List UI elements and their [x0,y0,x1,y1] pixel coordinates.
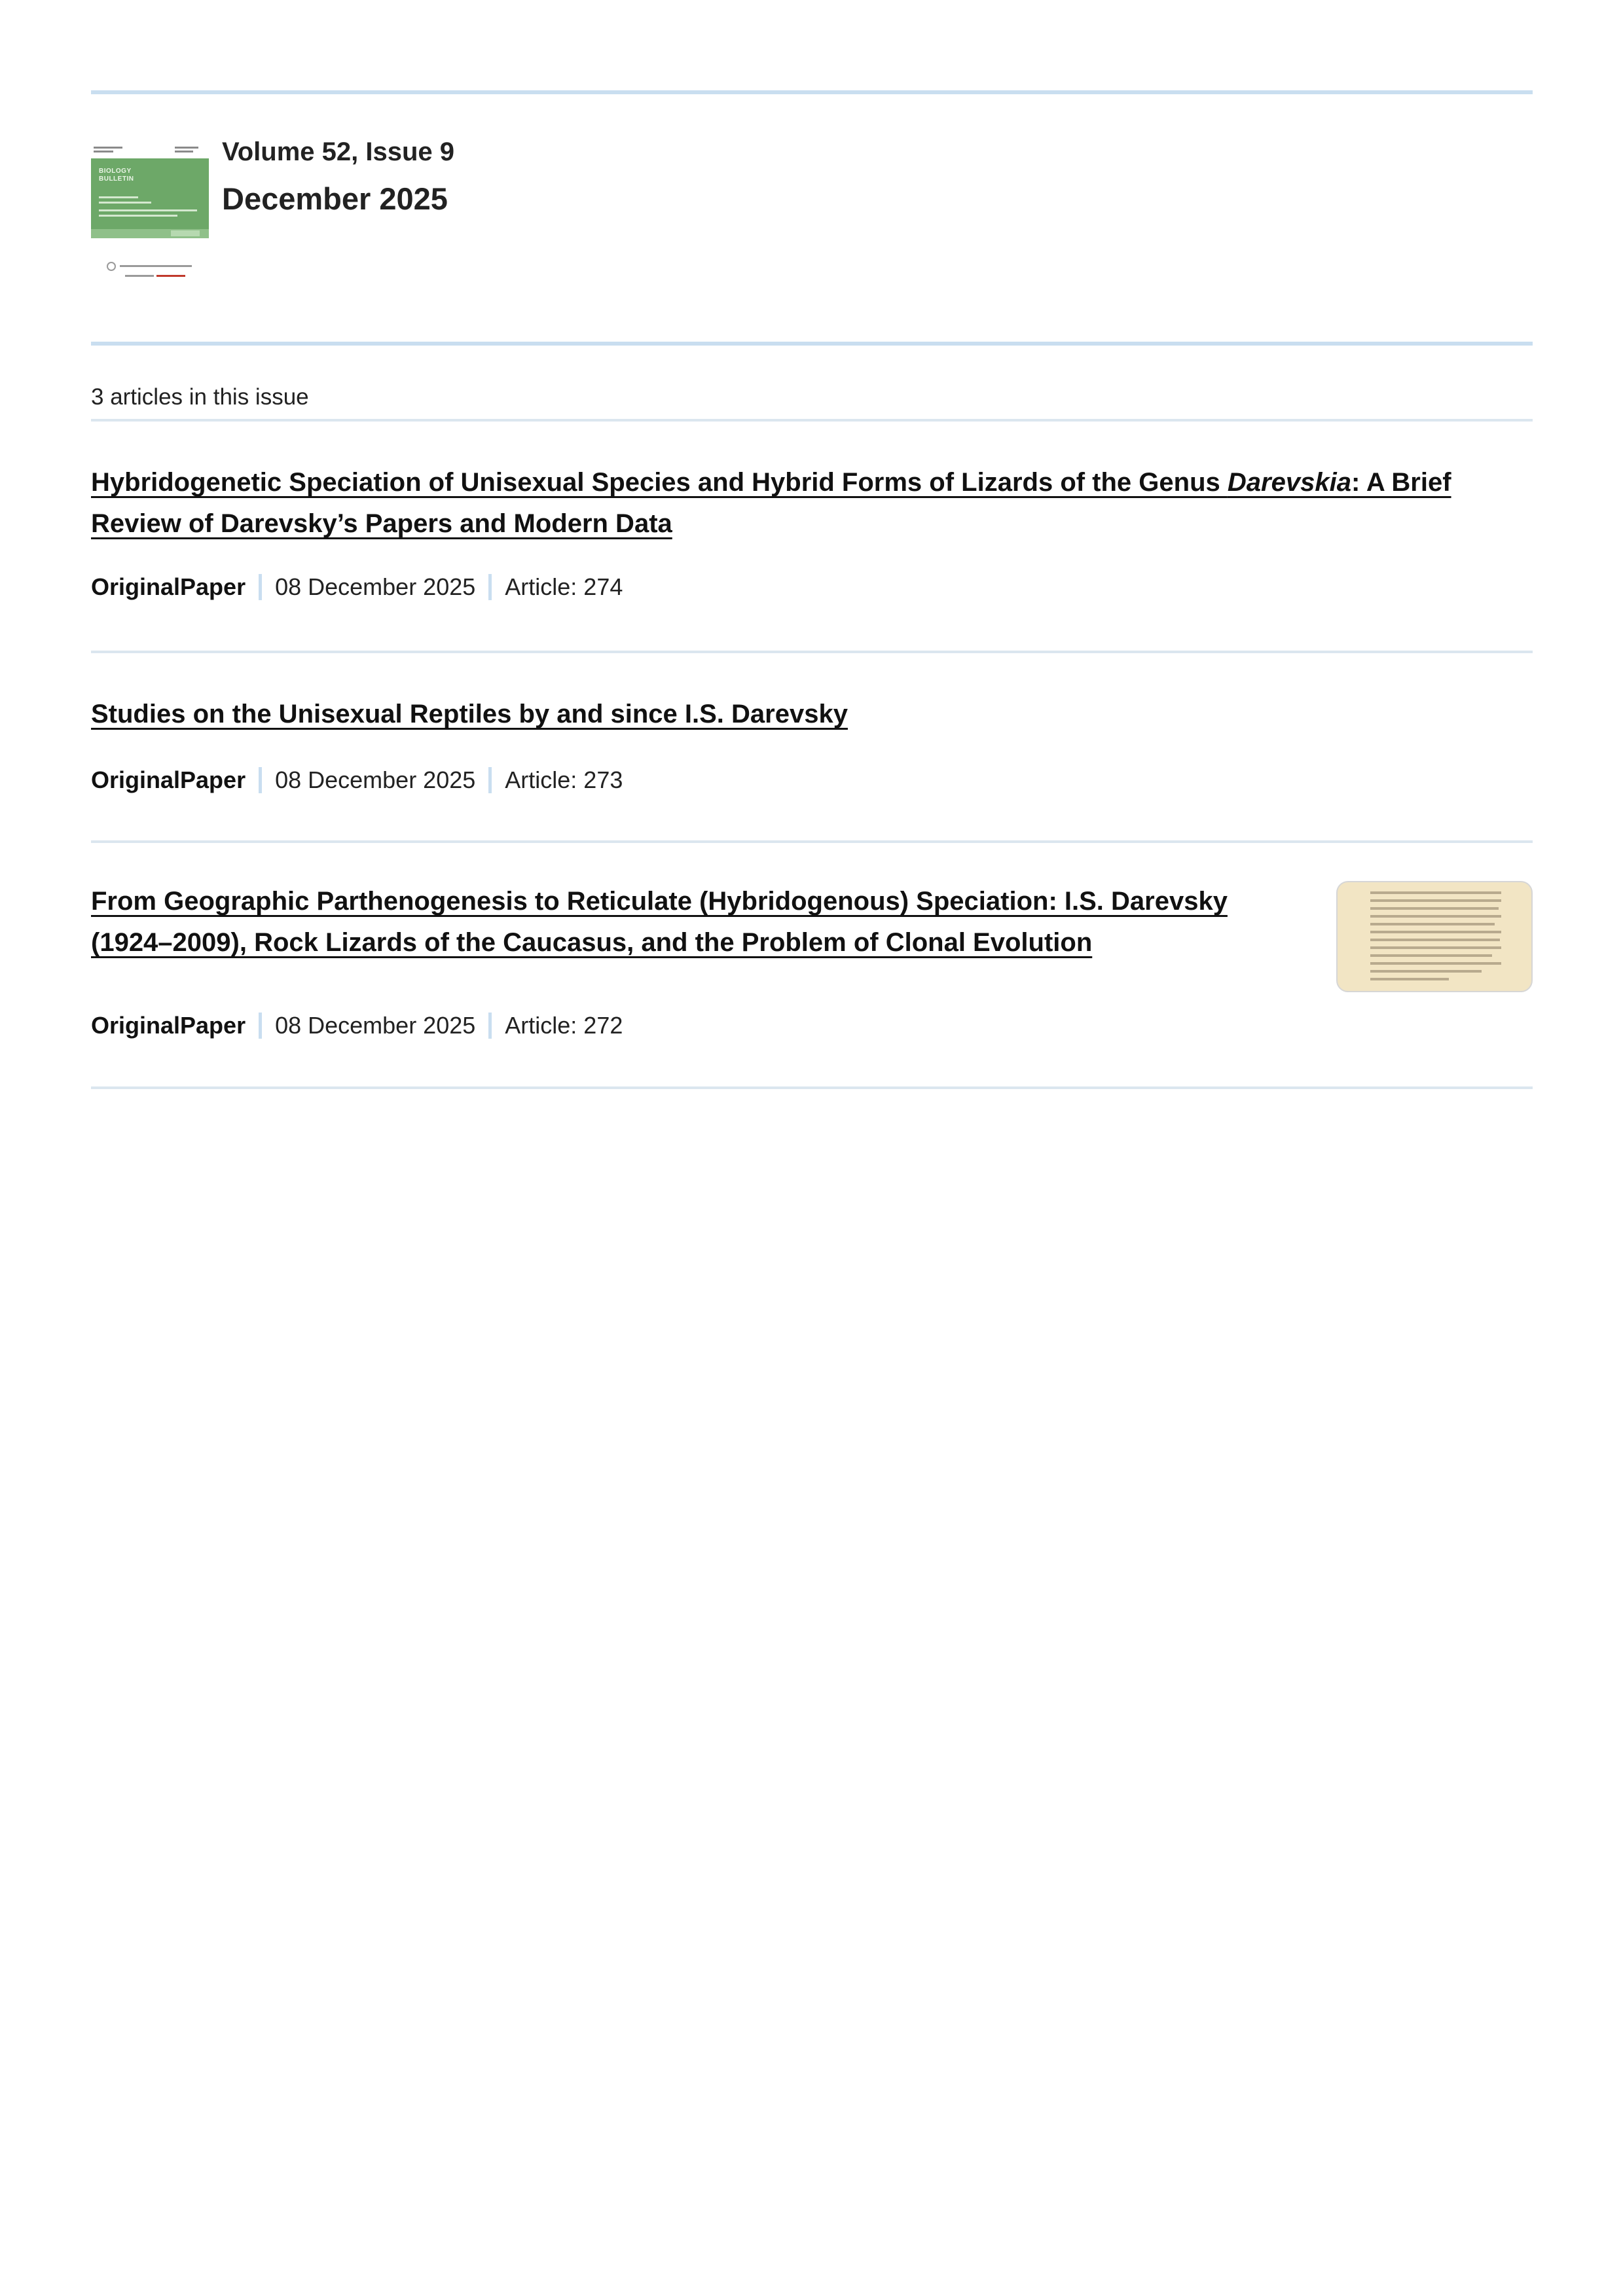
article-title-link[interactable] [91,694,1400,735]
article-meta [91,571,623,603]
cover-title-line2: BULLETIN [99,175,134,183]
header-bottom-divider [91,342,1533,346]
article-item [91,881,1533,1039]
article-number: Article: 272 [505,1012,623,1039]
cover-stripe [91,229,209,238]
article-meta [91,764,623,797]
article-title-text: From Geographic Parthenogenesis to Reticulate (Hybridogenous) Speciation: I.S. Darevsky (1924–2009), Rock Lizards of the Caucasus, and the Problem of Clonal Evolution [91,887,1228,957]
meta-separator [488,574,492,600]
article-item [91,694,1533,793]
count-divider [91,419,1533,422]
publisher-logo [107,260,193,280]
article-date: 08 December 2025 [275,573,476,600]
article-title-link[interactable] [91,881,1283,963]
article-date: 08 December 2025 [275,1012,476,1039]
cover-title-line1: BIOLOGY [99,168,132,175]
article-title-text-end: : A Brief Review of Darevsky’s Papers and Modern Data [91,468,1451,538]
article-meta [91,1009,623,1042]
meta-separator [488,767,492,793]
article-divider [91,1086,1533,1089]
article-type: OriginalPaper [91,573,246,600]
article-type: OriginalPaper [91,1012,246,1039]
meta-separator [259,1013,262,1039]
journal-cover-image[interactable] [91,143,209,283]
meta-separator [259,767,262,793]
article-number: Article: 274 [505,573,623,600]
issue-date: December 2025 [222,181,448,216]
article-date: 08 December 2025 [275,766,476,793]
article-thumbnail[interactable] [1336,881,1533,992]
article-count: 3 articles in this issue [91,384,309,410]
article-number: Article: 273 [505,766,623,793]
cover-header-strip [91,143,209,157]
article-divider [91,840,1533,843]
article-divider [91,651,1533,653]
cover-green-panel [91,158,209,229]
article-title-text: Hybridogenetic Speciation of Unisexual Species and Hybrid Forms of Lizards of the Genus [91,468,1228,497]
top-divider [91,90,1533,94]
article-title-link[interactable] [91,462,1531,545]
article-title-text: Studies on the Unisexual Reptiles by and since I.S. Darevsky [91,700,848,728]
meta-separator [488,1013,492,1039]
article-title-italic: Darevskia [1227,468,1351,497]
meta-separator [259,574,262,600]
cover-title [99,168,134,183]
article-type: OriginalPaper [91,766,246,793]
volume-issue: Volume 52, Issue 9 [222,137,454,166]
article-item [91,462,1533,600]
